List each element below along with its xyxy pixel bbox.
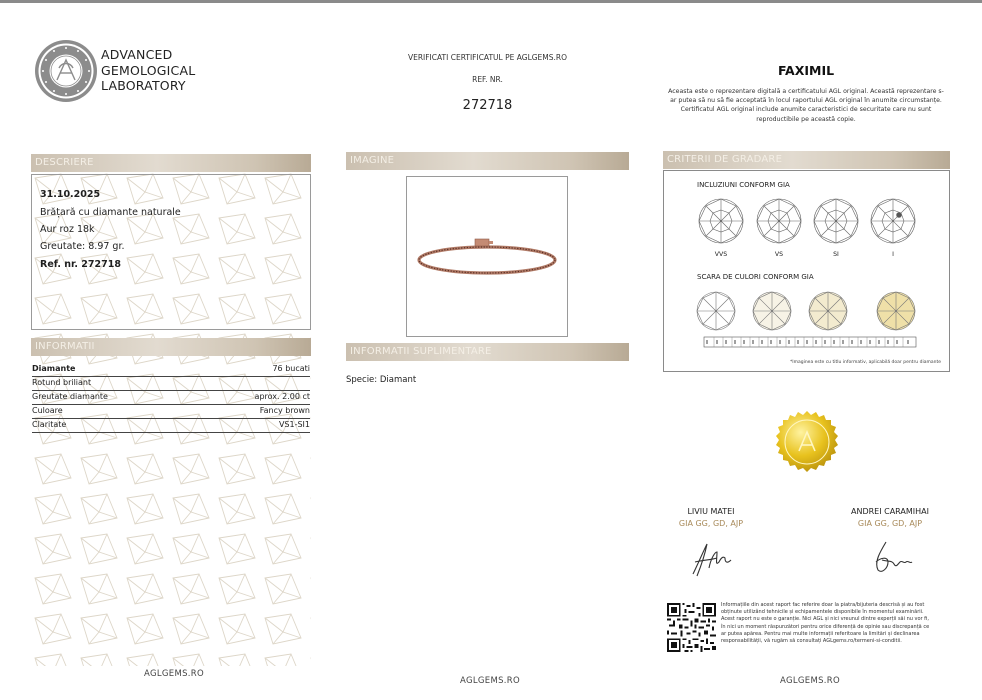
specie-text: Specie: Diamant xyxy=(346,375,417,385)
color-scale-bar xyxy=(704,337,916,347)
lab-name-line2: GEMOLOGICAL xyxy=(101,62,196,78)
inclusion-label-i: I xyxy=(892,251,894,258)
inclusion-label-si: SI xyxy=(833,251,839,258)
color-scale-title: SCARA DE CULORI CONFORM GIA xyxy=(697,273,814,281)
diamond-i-icon xyxy=(871,199,915,243)
qr-code-icon xyxy=(667,603,716,652)
info-row xyxy=(32,405,310,419)
footer-left: AGLGEMS.RO xyxy=(144,669,204,679)
info-row xyxy=(32,377,310,391)
signature-name: LIVIU MATEI xyxy=(687,507,735,516)
diamond-vs-icon xyxy=(757,199,801,243)
footer-right: AGLGEMS.RO xyxy=(780,676,840,686)
descriere-metal: Aur roz 18k xyxy=(40,224,95,235)
ref-label: REF. NR. xyxy=(472,75,503,84)
top-border xyxy=(0,0,982,3)
grading-note: *Imaginea este cu titlu informativ, aplicabilă doar pentru diamante xyxy=(790,360,941,365)
signature-title: GIA GG, GD, AJP xyxy=(857,519,923,528)
diamond-color-3-icon xyxy=(809,292,847,330)
diamond-si-icon xyxy=(814,199,858,243)
info-label: Greutate diamante xyxy=(32,392,108,401)
info-value: aprox. 2.00 ct xyxy=(254,392,310,401)
suplimentare-header: INFORMATII SUPLIMENTARE xyxy=(346,343,629,361)
descriere-weight: Greutate: 8.97 gr. xyxy=(40,241,125,252)
info-label: Claritate xyxy=(32,420,67,429)
color-scale-diamonds xyxy=(664,290,949,356)
info-value: VS1-SI1 xyxy=(278,420,310,429)
agl-logo-icon xyxy=(33,38,99,104)
info-row xyxy=(32,363,310,377)
bracelet-image xyxy=(407,177,567,336)
faximil-line: Certificatul AGL original include anumite caracteristici de securitate care nu sunt xyxy=(680,106,932,114)
diamond-vvs-icon xyxy=(699,199,743,243)
faximil-line: Aceasta este o reprezentare digitală a certificatului AGL original. Această reprezentare s- xyxy=(668,88,944,95)
signature-1-icon xyxy=(687,538,737,580)
signature-title: GIA GG, GD, AJP xyxy=(678,519,744,528)
disclaimer-line: Informațiile din acest raport fac referire doar la piatra/bijuteria descrisă și au fost xyxy=(721,602,925,608)
faximil-line: reproductibile pe această copie. xyxy=(756,115,856,123)
diamond-color-2-icon xyxy=(753,292,791,330)
verify-text: VERIFICATI CERTIFICATUL PE AGLGEMS.RO xyxy=(407,53,568,62)
disclaimer-line: obținute utilizând tehnicile și echipamentele disponibile în momentul examinării. xyxy=(721,609,924,616)
descriere-ref: Ref. nr. 272718 xyxy=(40,259,121,270)
descriere-header: DESCRIERE xyxy=(31,154,311,172)
faximil-text xyxy=(660,87,952,124)
lab-name xyxy=(101,47,195,94)
descriere-item: Brățară cu diamante naturale xyxy=(40,207,181,218)
footer-middle: AGLGEMS.RO xyxy=(460,676,520,686)
disclaimer-line: în nici un moment răspunzători pentru orice diferență de opinie sau discrepanță ce xyxy=(721,623,930,630)
info-row xyxy=(32,419,310,433)
inclusion-label-vs: VS xyxy=(774,251,784,258)
signature-name: ANDREI CARAMIHAI xyxy=(850,507,929,516)
info-value: 76 bucati xyxy=(272,364,310,373)
inclusion-diamonds xyxy=(664,190,949,250)
diamond-color-4-icon xyxy=(877,292,915,330)
info-value: Fancy brown xyxy=(259,406,310,415)
info-label: Culoare xyxy=(32,406,63,415)
inclusion-label-vvs: VVS xyxy=(714,251,728,258)
disclaimer-text xyxy=(721,602,949,645)
disclaimer-line: Acest raport nu este o garanție. Nici AGL și nici vreunul dintre experții săi nu vor fi, xyxy=(721,616,929,623)
diamond-color-1-icon xyxy=(697,292,735,330)
faximil-title: FAXIMIL xyxy=(777,63,835,78)
lab-name-line3: LABORATORY xyxy=(101,78,186,93)
informatii-header: INFORMATII xyxy=(31,338,311,356)
info-row xyxy=(32,391,310,405)
signature-2-icon xyxy=(866,538,914,578)
lab-name-line1: ADVANCED xyxy=(101,47,173,62)
faximil-line: ar putea să nu să fie acceptată în locul raportului AGL original în anumite circumstanțe. xyxy=(670,97,942,105)
info-label: Rotund briliant xyxy=(32,378,92,387)
product-image-frame xyxy=(406,176,568,337)
descriere-date: 31.10.2025 xyxy=(40,189,101,200)
info-label: Diamante xyxy=(32,364,76,373)
ref-number: 272718 xyxy=(462,98,513,113)
imagine-header: IMAGINE xyxy=(346,152,629,170)
gold-seal-icon xyxy=(774,410,840,476)
grading-header: CRITERII DE GRADARE xyxy=(663,151,950,169)
disclaimer-line: responsabilității, vă rugăm să consultați AGLgems.ro/termeni-si-conditii. xyxy=(721,638,902,645)
inclusions-title: INCLUZIUNI CONFORM GIA xyxy=(697,181,790,189)
disclaimer-line: ar putea apărea. Pentru mai multe informații referitoare la limitări și declinarea xyxy=(721,630,920,637)
